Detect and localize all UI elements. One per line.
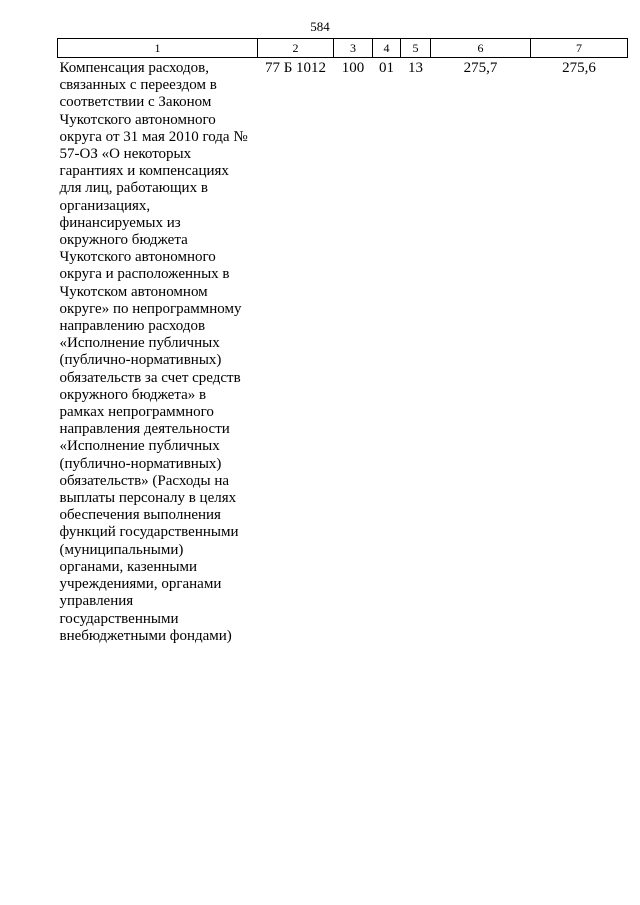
description-line: направлению расходов <box>59 318 206 335</box>
description-line: гарантиях и компенсациях <box>59 163 229 180</box>
expense-type-cell: 100 <box>341 60 365 76</box>
amount-1-cell: 275,7 <box>463 60 498 76</box>
description-line: Компенсация расходов, <box>59 60 209 76</box>
code-cell: 77 Б 1012 <box>264 60 327 76</box>
subsection-cell: 13 <box>408 60 423 76</box>
column-header-5: 5 <box>401 39 431 58</box>
column-header-3: 3 <box>334 39 373 58</box>
description-line: (публично-нормативных) <box>59 455 222 472</box>
section-cell: 01 <box>379 60 394 76</box>
column-header-1: 1 <box>58 39 258 58</box>
description-line: окружного бюджета» в <box>59 386 207 403</box>
description-line: финансируемых из <box>59 214 181 231</box>
description-line: внебюджетными фондами) <box>59 627 232 644</box>
description-line: (публично-нормативных) <box>59 352 222 369</box>
description-line: направления деятельности <box>59 421 230 438</box>
description-line: функций государственными <box>59 524 239 541</box>
table-row <box>58 58 628 645</box>
description-line: округа от 31 мая 2010 года № <box>59 128 248 145</box>
description-line: органами, казенными <box>59 558 197 575</box>
description-line: государственными <box>59 610 179 627</box>
description-line: организациях, <box>59 197 151 214</box>
page-number: 584 <box>310 19 330 34</box>
column-header-6: 6 <box>431 39 531 58</box>
description-line: Чукотском автономном <box>59 283 208 300</box>
column-header-4: 4 <box>373 39 401 58</box>
description-line: соответствии с Законом <box>59 94 212 111</box>
budget-table <box>57 38 628 645</box>
description-line: связанных с переездом в <box>59 77 217 94</box>
description-line: рамках непрограммного <box>59 404 214 421</box>
description-line: обязательств за счет средств <box>59 369 241 386</box>
description-line: (муниципальными) <box>59 541 184 558</box>
header-row <box>58 39 628 58</box>
description-line: для лиц, работающих в <box>59 180 208 197</box>
description-line: управления <box>59 593 134 610</box>
column-header-7: 7 <box>531 39 628 58</box>
description-line: Чукотского автономного <box>59 111 216 128</box>
description-line: 57-ОЗ «О некоторых <box>59 146 192 163</box>
description-line: учреждениями, органами <box>59 576 222 593</box>
amount-2-cell: 275,6 <box>562 60 596 76</box>
description-line: обеспечения выполнения <box>59 507 221 524</box>
column-header-2: 2 <box>258 39 334 58</box>
description-line: Чукотского автономного <box>59 249 216 266</box>
description-line: «Исполнение публичных <box>59 335 220 352</box>
description-line: обязательств» (Расходы на <box>59 472 230 489</box>
description-cell <box>58 58 258 645</box>
description-line: округа и расположенных в <box>59 266 230 283</box>
description-line: выплаты персоналу в целях <box>59 490 237 507</box>
description-line: «Исполнение публичных <box>59 438 220 455</box>
description-line: окружного бюджета <box>59 232 188 249</box>
description-line: округе» по непрограммному <box>59 300 242 317</box>
